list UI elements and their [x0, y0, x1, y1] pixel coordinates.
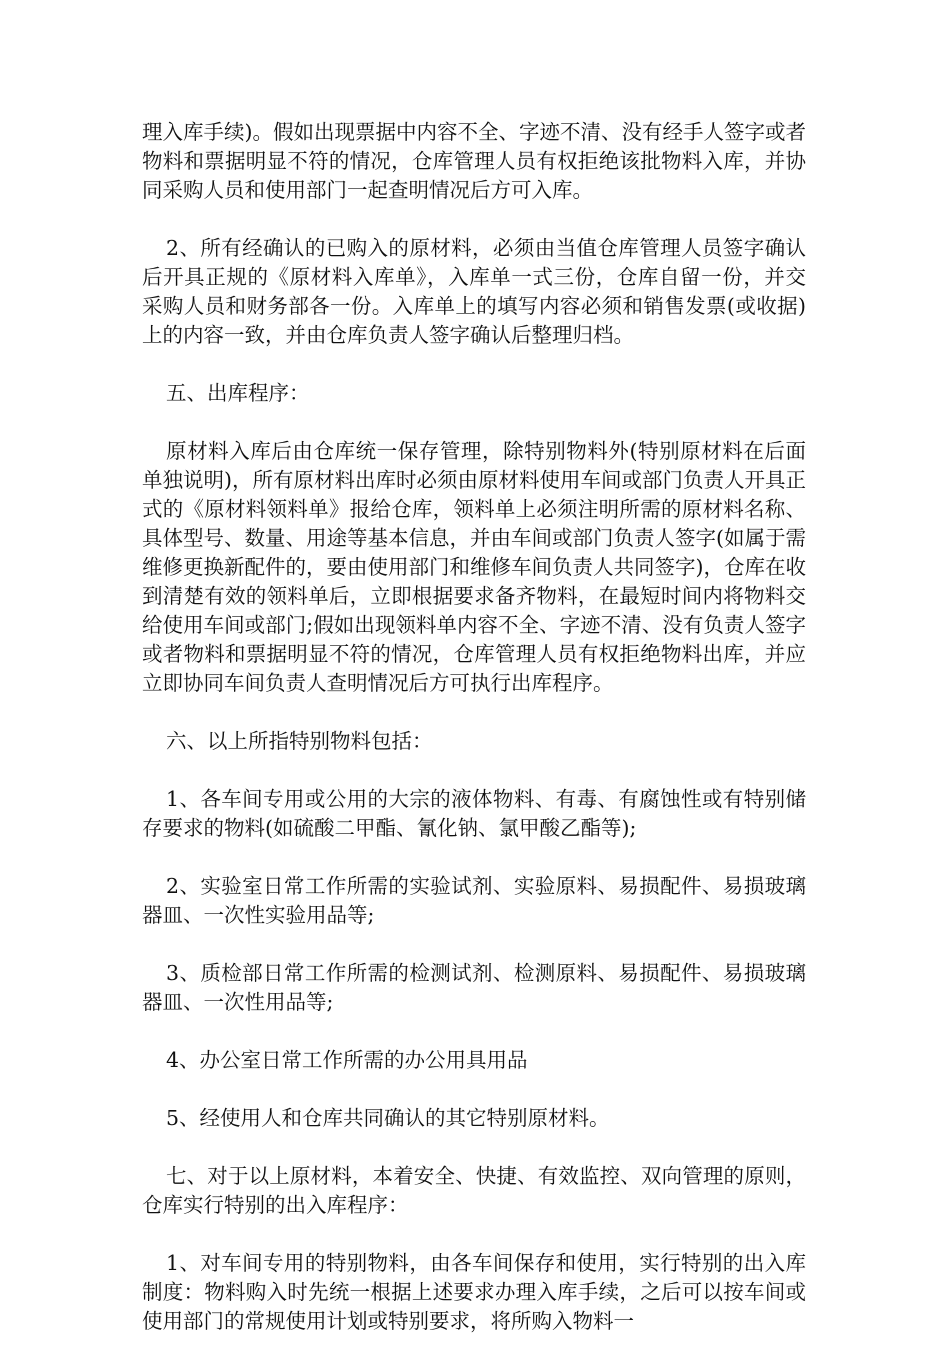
section-heading-outbound: 五、出库程序：: [166, 381, 310, 405]
paragraph-workshop-materials: 1、对车间专用的特别物料，由各车间保存和使用，实行特别的出入库制度：物料购入时先统一根据上述要求办理入库手续，之后可以按车间或使用部门的常规使用计划或特别要求，将所购入物料一: [142, 1251, 806, 1333]
list-item-special-2: 2、实验室日常工作所需的实验试剂、实验原料、易损配件、易损玻璃器皿、一次性实验用品等;: [142, 874, 806, 927]
section-heading-special-materials: 六、以上所指特别物料包括：: [166, 729, 433, 753]
paragraph-outbound-procedure: 原材料入库后由仓库统一保存管理，除特别物料外(特别原材料在后面单独说明)，所有原材料出库时必须由原材料使用车间或部门负责人开具正式的《原材料领料单》报给仓库，领料单上必须注明所需的原材料名称、具体型号、数量、用途等基本信息，并由车间或部门负责人签字(如属于需维修更换新配件的，要由使用部门和维修车间负责人共同签字)，仓库在收到清楚有效的领料单后，立即根据要求备齐物料，在最短时间内将物料交给使用车间或部门;假如出现领料单内容不全、字迹不清、没有负责人签字或者物料和票据明显不符的情况，仓库管理人员有权拒绝物料出库，并应立即协同车间负责人查明情况后方可执行出库程序。: [142, 439, 806, 695]
list-item-special-4: 4、办公室日常工作所需的办公用具用品: [166, 1048, 528, 1072]
list-item-special-1: 1、各车间专用或公用的大宗的液体物料、有毒、有腐蚀性或有特别储存要求的物料(如硫酸二甲酯、氰化钠、氯甲酸乙酯等);: [142, 787, 806, 840]
list-item-special-3: 3、质检部日常工作所需的检测试剂、检测原料、易损配件、易损玻璃器皿、一次性用品等;: [142, 961, 806, 1014]
document-body: [142, 118, 806, 1365]
paragraph-inbound-receipt: 2、所有经确认的已购入的原材料，必须由当值仓库管理人员签字确认后开具正规的《原材料入库单》，入库单一式三份，仓库自留一份，并交采购人员和财务部各一份。入库单上的填写内容必须和销售发票(或收据)上的内容一致，并由仓库负责人签字确认后整理归档。: [142, 236, 806, 347]
paragraph-continued: 理入库手续)。假如出现票据中内容不全、字迹不清、没有经手人签字或者物料和票据明显不符的情况，仓库管理人员有权拒绝该批物料入库，并协同采购人员和使用部门一起查明情况后方可入库。: [142, 120, 806, 202]
list-item-special-5: 5、经使用人和仓库共同确认的其它特别原材料。: [166, 1106, 610, 1130]
section-heading-special-procedure: 七、对于以上原材料，本着安全、快捷、有效监控、双向管理的原则，仓库实行特别的出入库程序：: [142, 1164, 806, 1217]
